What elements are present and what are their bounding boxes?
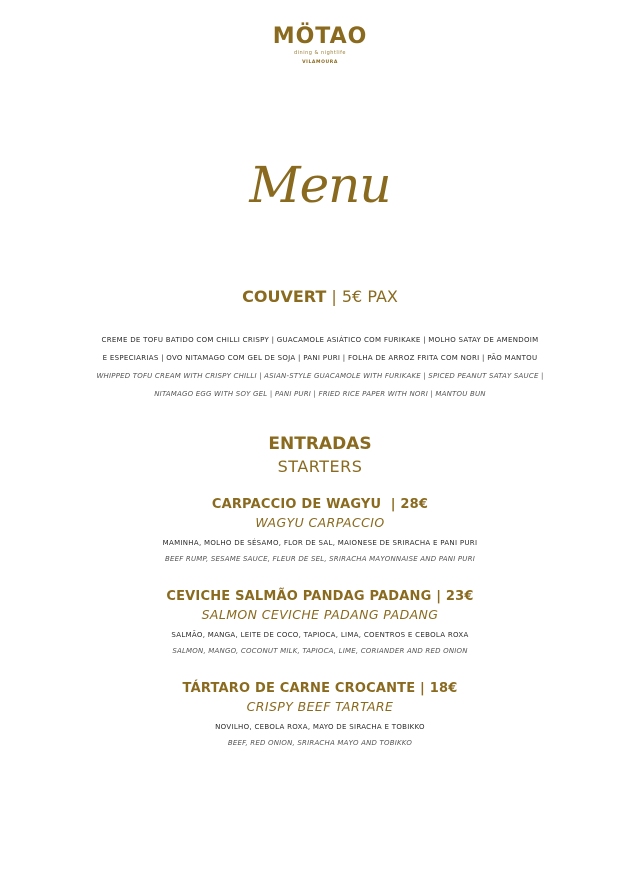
dish-item bbox=[60, 681, 580, 747]
dish-description-pt: SALMÃO, MANGA, LEITE DE COCO, TAPIOCA, LIMA, COENTROS E CEBOLA ROXA bbox=[171, 631, 469, 639]
couvert-price: 5€ PAX bbox=[341, 287, 398, 306]
dish-name: TÁRTARO DE CARNE CROCANTE | 18€ bbox=[182, 681, 458, 696]
couvert-title bbox=[0, 287, 640, 306]
couvert-line-pt: CREME DE TOFU BATIDO COM CHILLI CRISPY | GUACAMOLE ASIÁTICO COM FURIKAKE | MOLHO SATAY DE AMENDOIM bbox=[101, 336, 539, 344]
couvert-description bbox=[60, 331, 580, 403]
logo-wordmark: MÖTAO bbox=[272, 24, 368, 49]
dish-name-en: SALMON CEVICHE PADANG PADANG bbox=[201, 607, 439, 622]
couvert-line-en: NITAMAGO EGG WITH SOY GEL | PANI PURI | FRIED RICE PAPER WITH NORI | MANTOU BUN bbox=[154, 390, 486, 398]
dish-name: CEVICHE SALMÃO PANDAG PADANG | 23€ bbox=[166, 589, 474, 604]
section-subtitle: STARTERS bbox=[277, 457, 363, 476]
dish-item bbox=[60, 497, 580, 563]
dish-description-pt: NOVILHO, CEBOLA ROXA, MAYO DE SIRACHA E TOBIKKO bbox=[215, 723, 425, 731]
logo-tagline: dining & nightlife bbox=[293, 50, 347, 56]
logo-location: VILAMOURA bbox=[302, 60, 338, 65]
dish-description-en: BEEF RUMP, SESAME SAUCE, FLEUR DE SEL, SRIRACHA MAYONNAISE AND PANI PURI bbox=[165, 555, 475, 563]
couvert-line-en: WHIPPED TOFU CREAM WITH CRISPY CHILLI | ASIAN-STYLE GUACAMOLE WITH FURIKAKE | SPICED PEANUT SATAY SAUCE | bbox=[96, 372, 544, 380]
couvert-line-pt: E ESPECIARIAS | OVO NITAMAGO COM GEL DE SOJA | PANI PURI | FOLHA DE ARROZ FRITA COM NORI | PÃO MANTOU bbox=[102, 354, 538, 362]
dish-description-en: BEEF, RED ONION, SRIRACHA MAYO AND TOBIKKO bbox=[227, 739, 413, 747]
section-title: ENTRADAS bbox=[268, 434, 372, 454]
menu-heading: Menu bbox=[249, 156, 391, 214]
dish-item bbox=[60, 589, 580, 655]
dish-description-en: SALMON, MANGO, COCONUT MILK, TAPIOCA, LIME, CORIANDER AND RED ONION bbox=[172, 647, 468, 655]
dish-name: CARPACCIO DE WAGYU | 28€ bbox=[211, 497, 429, 512]
dish-name-en: WAGYU CARPACCIO bbox=[255, 515, 385, 530]
dish-description-pt: MAMINHA, MOLHO DE SÉSAMO, FLOR DE SAL, MAIONESE DE SRIRACHA E PANI PURI bbox=[162, 539, 478, 547]
brand-logo bbox=[0, 26, 640, 65]
dish-name-en: CRISPY BEEF TARTARE bbox=[246, 699, 394, 714]
couvert-separator: | bbox=[326, 287, 342, 306]
couvert-label: COUVERT bbox=[242, 287, 327, 306]
